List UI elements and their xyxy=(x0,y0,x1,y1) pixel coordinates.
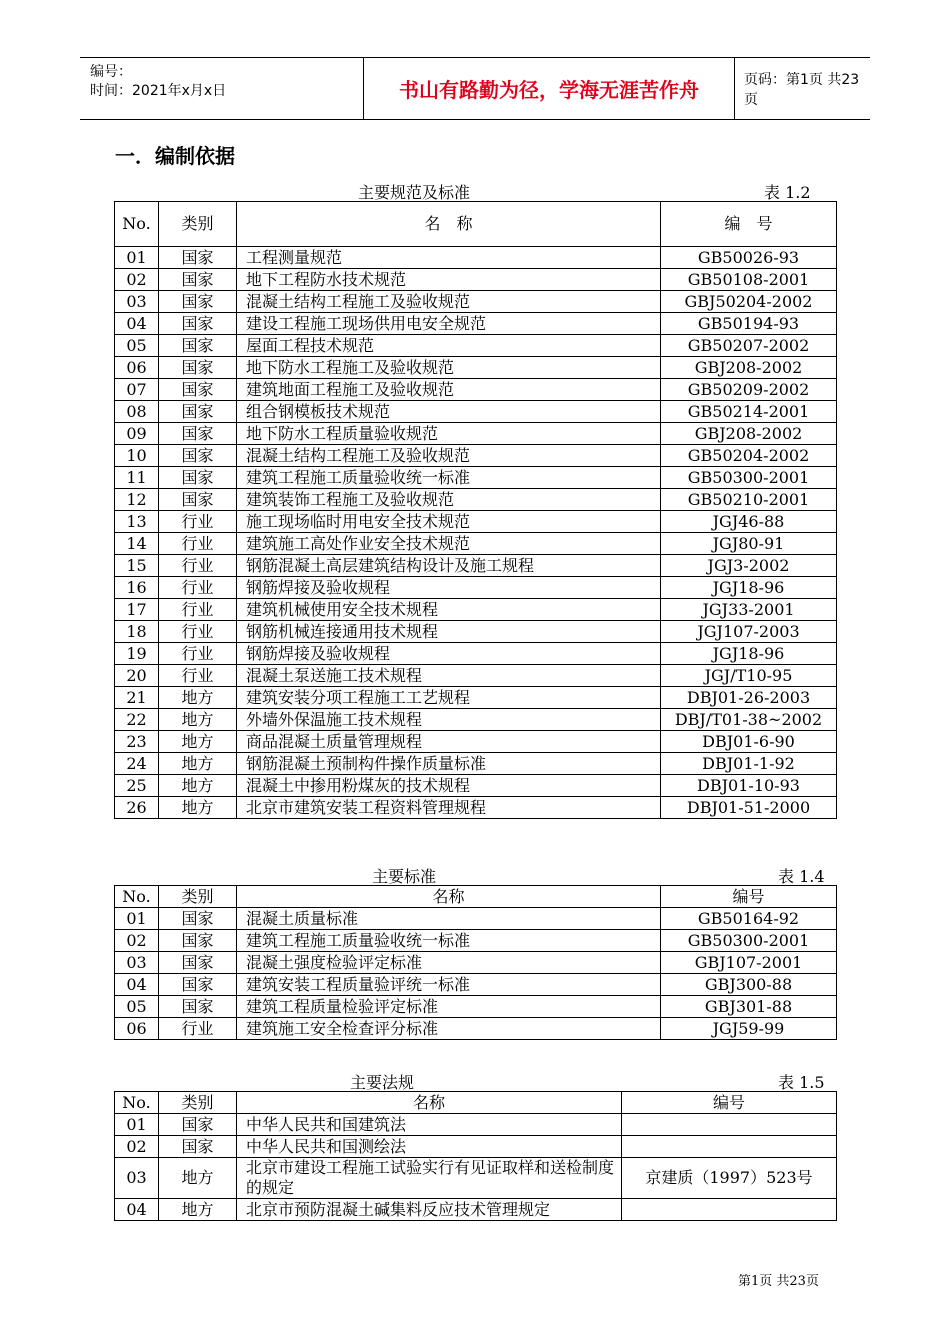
cell-name: 钢筋机械连接通用技术规程 xyxy=(237,621,661,643)
cell-code: GB50300-2001 xyxy=(661,467,837,489)
cell-code: GB50204-2002 xyxy=(661,445,837,467)
cell-category: 地方 xyxy=(159,753,237,775)
cell-code: JGJ/T10-95 xyxy=(661,665,837,687)
cell-category: 地方 xyxy=(159,1158,237,1199)
cell-name: 建筑工程质量检验评定标准 xyxy=(237,996,661,1018)
cell-name: 建筑施工安全检查评分标准 xyxy=(237,1018,661,1040)
table-row xyxy=(115,1199,837,1221)
date-label: 时间：2021年x月x日 xyxy=(90,83,227,99)
cell-code xyxy=(622,1136,837,1158)
cell-name: 中华人民共和国测绘法 xyxy=(237,1136,622,1158)
table-row xyxy=(115,665,837,687)
cell-category: 地方 xyxy=(159,797,237,819)
cell-name: 外墙外保温施工技术规程 xyxy=(237,709,661,731)
table-header-row xyxy=(115,202,837,247)
cell-name: 组合钢模板技术规范 xyxy=(237,401,661,423)
cell-code: GB50207-2002 xyxy=(661,335,837,357)
table-row xyxy=(115,1018,837,1040)
cell-name: 北京市预防混凝土碱集料反应技术管理规定 xyxy=(237,1199,622,1221)
cell-no: 25 xyxy=(115,775,159,797)
cell-name: 建筑工程施工质量验收统一标准 xyxy=(237,930,661,952)
table-row xyxy=(115,247,837,269)
cell-code: DBJ01-10-93 xyxy=(661,775,837,797)
cell-name: 钢筋混凝土预制构件操作质量标准 xyxy=(237,753,661,775)
cell-no: 03 xyxy=(115,1158,159,1199)
cell-category: 国家 xyxy=(159,247,237,269)
header-page-info: 页码：第1页 共23页 xyxy=(744,71,860,108)
cell-name: 地下工程防水技术规范 xyxy=(237,269,661,291)
cell-no: 04 xyxy=(115,313,159,335)
cell-code: GBJ208-2002 xyxy=(661,423,837,445)
cell-no: 08 xyxy=(115,401,159,423)
table-row xyxy=(115,952,837,974)
cell-code: GBJ107-2001 xyxy=(661,952,837,974)
table-row xyxy=(115,687,837,709)
main-standards-table xyxy=(114,885,837,1040)
cell-category: 国家 xyxy=(159,357,237,379)
cell-name: 钢筋混凝土高层建筑结构设计及施工规程 xyxy=(237,555,661,577)
table-row xyxy=(115,445,837,467)
cell-category: 地方 xyxy=(159,731,237,753)
cell-no: 01 xyxy=(115,908,159,930)
cell-category: 地方 xyxy=(159,687,237,709)
table-row xyxy=(115,423,837,445)
header-name: 名 称 xyxy=(237,202,661,247)
cell-category: 行业 xyxy=(159,1018,237,1040)
cell-code: GB50300-2001 xyxy=(661,930,837,952)
cell-code: JGJ107-2003 xyxy=(661,621,837,643)
table-row xyxy=(115,555,837,577)
table-row xyxy=(115,1114,837,1136)
cell-no: 26 xyxy=(115,797,159,819)
cell-code: JGJ80-91 xyxy=(661,533,837,555)
cell-name: 北京市建设工程施工试验实行有见证取样和送检制度的规定 xyxy=(237,1158,622,1199)
cell-code: JGJ18-96 xyxy=(661,643,837,665)
cell-no: 04 xyxy=(115,974,159,996)
cell-category: 国家 xyxy=(159,489,237,511)
cell-category: 行业 xyxy=(159,555,237,577)
table-row xyxy=(115,797,837,819)
cell-category: 国家 xyxy=(159,1114,237,1136)
cell-no: 01 xyxy=(115,1114,159,1136)
cell-no: 06 xyxy=(115,1018,159,1040)
cell-code: DBJ01-51-2000 xyxy=(661,797,837,819)
table1-caption: 主要规范及标准 xyxy=(358,183,471,202)
table-row xyxy=(115,313,837,335)
cell-no: 11 xyxy=(115,467,159,489)
cell-category: 行业 xyxy=(159,665,237,687)
cell-category: 地方 xyxy=(159,709,237,731)
cell-no: 05 xyxy=(115,996,159,1018)
cell-code: JGJ59-99 xyxy=(661,1018,837,1040)
table2-caption: 主要标准 xyxy=(372,867,437,886)
cell-name: 中华人民共和国建筑法 xyxy=(237,1114,622,1136)
table-row xyxy=(115,335,837,357)
table-row xyxy=(115,269,837,291)
table3-number: 表 1.5 xyxy=(778,1073,825,1092)
cell-code xyxy=(622,1199,837,1221)
table-row xyxy=(115,379,837,401)
cell-name: 建筑安装分项工程施工工艺规程 xyxy=(237,687,661,709)
cell-no: 06 xyxy=(115,357,159,379)
cell-no: 09 xyxy=(115,423,159,445)
cell-code: GBJ301-88 xyxy=(661,996,837,1018)
cell-no: 17 xyxy=(115,599,159,621)
cell-code: GBJ208-2002 xyxy=(661,357,837,379)
page-header xyxy=(80,57,870,120)
cell-code: JGJ18-96 xyxy=(661,577,837,599)
table2-number: 表 1.4 xyxy=(778,867,825,886)
cell-no: 01 xyxy=(115,247,159,269)
cell-category: 国家 xyxy=(159,269,237,291)
cell-category: 国家 xyxy=(159,930,237,952)
cell-no: 03 xyxy=(115,291,159,313)
cell-name: 混凝土结构工程施工及验收规范 xyxy=(237,291,661,313)
cell-no: 04 xyxy=(115,1199,159,1221)
cell-category: 国家 xyxy=(159,423,237,445)
cell-no: 22 xyxy=(115,709,159,731)
cell-category: 地方 xyxy=(159,775,237,797)
table-row xyxy=(115,291,837,313)
cell-category: 行业 xyxy=(159,533,237,555)
header-code: 编号 xyxy=(622,1092,837,1114)
cell-no: 10 xyxy=(115,445,159,467)
cell-category: 行业 xyxy=(159,621,237,643)
cell-no: 14 xyxy=(115,533,159,555)
cell-category: 国家 xyxy=(159,996,237,1018)
table3-caption: 主要法规 xyxy=(350,1073,415,1092)
cell-no: 12 xyxy=(115,489,159,511)
cell-no: 19 xyxy=(115,643,159,665)
header-motto: 书山有路勤为径，学海无涯苦作舟 xyxy=(363,58,735,119)
table1-number: 表 1.2 xyxy=(764,183,811,202)
cell-no: 23 xyxy=(115,731,159,753)
table-row xyxy=(115,974,837,996)
cell-category: 行业 xyxy=(159,577,237,599)
cell-no: 24 xyxy=(115,753,159,775)
cell-name: 建设工程施工现场供用电安全规范 xyxy=(237,313,661,335)
cell-name: 混凝土泵送施工技术规程 xyxy=(237,665,661,687)
cell-category: 地方 xyxy=(159,1199,237,1221)
cell-no: 15 xyxy=(115,555,159,577)
cell-no: 05 xyxy=(115,335,159,357)
table-row xyxy=(115,1136,837,1158)
cell-name: 北京市建筑安装工程资料管理规程 xyxy=(237,797,661,819)
header-code: 编 号 xyxy=(661,202,837,247)
number-label: 编号： xyxy=(90,64,132,80)
cell-code: GB50164-92 xyxy=(661,908,837,930)
cell-category: 行业 xyxy=(159,599,237,621)
cell-code: DBJ01-26-2003 xyxy=(661,687,837,709)
table-row xyxy=(115,709,837,731)
cell-name: 混凝土结构工程施工及验收规范 xyxy=(237,445,661,467)
table-row xyxy=(115,489,837,511)
table-row xyxy=(115,1158,837,1199)
cell-name: 钢筋焊接及验收规程 xyxy=(237,643,661,665)
cell-code: GB50194-93 xyxy=(661,313,837,335)
cell-name: 建筑工程施工质量验收统一标准 xyxy=(237,467,661,489)
cell-code: GB50026-93 xyxy=(661,247,837,269)
table-header-row xyxy=(115,1092,837,1114)
cell-no: 02 xyxy=(115,269,159,291)
page-footer: 第1页 共23页 xyxy=(738,1274,819,1289)
cell-code: GB50210-2001 xyxy=(661,489,837,511)
cell-no: 13 xyxy=(115,511,159,533)
regulations-table xyxy=(114,1091,837,1221)
cell-category: 国家 xyxy=(159,952,237,974)
cell-name: 地下防水工程施工及验收规范 xyxy=(237,357,661,379)
cell-no: 20 xyxy=(115,665,159,687)
cell-category: 国家 xyxy=(159,974,237,996)
cell-name: 屋面工程技术规范 xyxy=(237,335,661,357)
cell-code: DBJ/T01-38~2002 xyxy=(661,709,837,731)
cell-no: 02 xyxy=(115,1136,159,1158)
cell-code: DBJ01-6-90 xyxy=(661,731,837,753)
table-header-row xyxy=(115,886,837,908)
standards-table xyxy=(114,201,837,819)
header-no: No. xyxy=(115,202,159,247)
cell-category: 国家 xyxy=(159,335,237,357)
cell-category: 国家 xyxy=(159,445,237,467)
table-row xyxy=(115,357,837,379)
table-row xyxy=(115,621,837,643)
table-row xyxy=(115,401,837,423)
table-row xyxy=(115,511,837,533)
table-row xyxy=(115,996,837,1018)
cell-name: 工程测量规范 xyxy=(237,247,661,269)
cell-code: GBJ300-88 xyxy=(661,974,837,996)
cell-code: GB50108-2001 xyxy=(661,269,837,291)
cell-name: 商品混凝土质量管理规程 xyxy=(237,731,661,753)
cell-no: 02 xyxy=(115,930,159,952)
table-row xyxy=(115,533,837,555)
cell-category: 行业 xyxy=(159,643,237,665)
cell-name: 混凝土中掺用粉煤灰的技术规程 xyxy=(237,775,661,797)
header-no: No. xyxy=(115,886,159,908)
table-row xyxy=(115,930,837,952)
cell-category: 国家 xyxy=(159,313,237,335)
cell-code: 京建质（1997）523号 xyxy=(622,1158,837,1199)
table-row xyxy=(115,467,837,489)
cell-code: GBJ50204-2002 xyxy=(661,291,837,313)
cell-code: GB50209-2002 xyxy=(661,379,837,401)
section-title: 一．编制依据 xyxy=(115,144,235,168)
header-name: 名称 xyxy=(237,1092,622,1114)
header-code: 编号 xyxy=(661,886,837,908)
cell-category: 国家 xyxy=(159,1136,237,1158)
cell-name: 钢筋焊接及验收规程 xyxy=(237,577,661,599)
cell-category: 国家 xyxy=(159,401,237,423)
cell-category: 国家 xyxy=(159,379,237,401)
cell-category: 行业 xyxy=(159,511,237,533)
header-left xyxy=(80,58,280,119)
table-row xyxy=(115,599,837,621)
cell-code: JGJ3-2002 xyxy=(661,555,837,577)
cell-name: 混凝土质量标准 xyxy=(237,908,661,930)
cell-code: JGJ46-88 xyxy=(661,511,837,533)
cell-name: 建筑机械使用安全技术规程 xyxy=(237,599,661,621)
cell-name: 施工现场临时用电安全技术规范 xyxy=(237,511,661,533)
table-row xyxy=(115,775,837,797)
table-row xyxy=(115,577,837,599)
cell-name: 混凝土强度检验评定标准 xyxy=(237,952,661,974)
header-category: 类别 xyxy=(159,886,237,908)
header-category: 类别 xyxy=(159,202,237,247)
cell-code: DBJ01-1-92 xyxy=(661,753,837,775)
header-category: 类别 xyxy=(159,1092,237,1114)
cell-name: 地下防水工程质量验收规范 xyxy=(237,423,661,445)
cell-name: 建筑地面工程施工及验收规范 xyxy=(237,379,661,401)
header-name: 名称 xyxy=(237,886,661,908)
cell-no: 21 xyxy=(115,687,159,709)
cell-code: JGJ33-2001 xyxy=(661,599,837,621)
cell-category: 国家 xyxy=(159,908,237,930)
cell-name: 建筑施工高处作业安全技术规范 xyxy=(237,533,661,555)
cell-code xyxy=(622,1114,837,1136)
table-row xyxy=(115,731,837,753)
cell-code: GB50214-2001 xyxy=(661,401,837,423)
cell-no: 18 xyxy=(115,621,159,643)
cell-name: 建筑装饰工程施工及验收规范 xyxy=(237,489,661,511)
cell-category: 国家 xyxy=(159,467,237,489)
cell-no: 07 xyxy=(115,379,159,401)
table-row xyxy=(115,753,837,775)
table-row xyxy=(115,643,837,665)
table-row xyxy=(115,908,837,930)
cell-no: 03 xyxy=(115,952,159,974)
cell-no: 16 xyxy=(115,577,159,599)
cell-category: 国家 xyxy=(159,291,237,313)
header-no: No. xyxy=(115,1092,159,1114)
cell-name: 建筑安装工程质量验评统一标准 xyxy=(237,974,661,996)
